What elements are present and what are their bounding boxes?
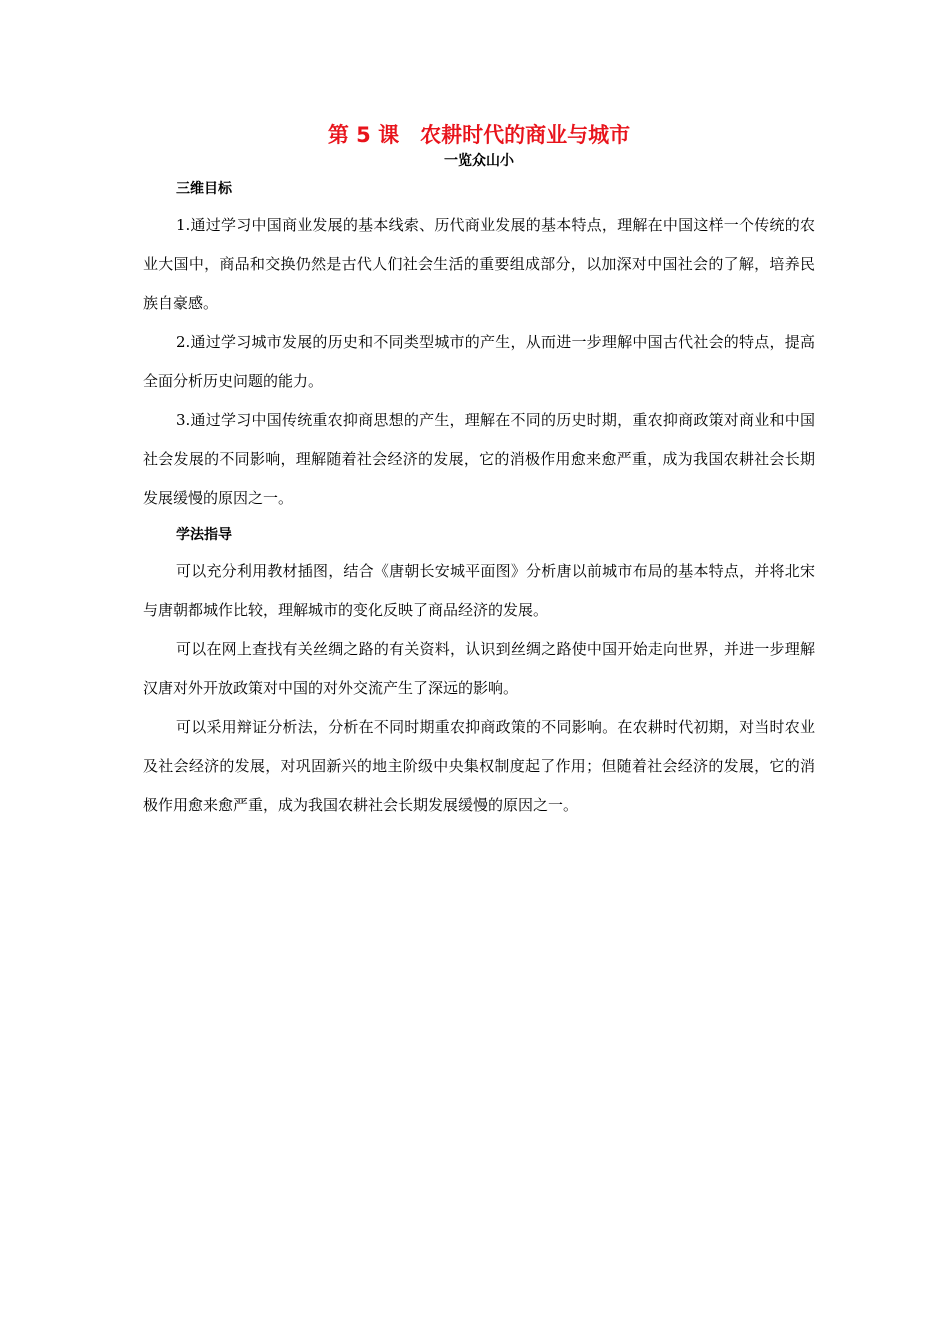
- section-heading: 三维目标: [176, 181, 232, 197]
- paragraph: 3.通过学习中国传统重农抑商思想的产生，理解在不同的历史时期，重农抑商政策对商业和中国社会发展的不同影响，理解随着社会经济的发展，它的消极作用愈来愈严重，成为我国农耕社会长期发展缓慢的原因之一。: [143, 411, 815, 507]
- section-heading: 学法指导: [176, 527, 232, 543]
- lesson-subtitle: 一览众山小: [444, 153, 514, 169]
- paragraph: 可以在网上查找有关丝绸之路的有关资料，认识到丝绸之路使中国开始走向世界，并进一步理解汉唐对外开放政策对中国的对外交流产生了深远的影响。: [143, 640, 815, 697]
- paragraph: 1.通过学习中国商业发展的基本线索、历代商业发展的基本特点，理解在中国这样一个传统的农业大国中，商品和交换仍然是古代人们社会生活的重要组成部分，以加深对中国社会的了解，培养民族自豪感。: [143, 216, 815, 312]
- paragraph: 2.通过学习城市发展的历史和不同类型城市的产生，从而进一步理解中国古代社会的特点，提高全面分析历史问题的能力。: [143, 333, 815, 390]
- section-objectives: [143, 178, 815, 518]
- document-content: [143, 120, 815, 825]
- lesson-title: 第 5 课 农耕时代的商业与城市: [327, 123, 631, 147]
- paragraph: 可以采用辩证分析法，分析在不同时期重农抑商政策的不同影响。在农耕时代初期，对当时农业及社会经济的发展，对巩固新兴的地主阶级中央集权制度起了作用；但随着社会经济的发展，它的消极作用愈来愈严重，成为我国农耕社会长期发展缓慢的原因之一。: [143, 718, 815, 814]
- section-study-guide: [143, 524, 815, 825]
- paragraph: 可以充分利用教材插图，结合《唐朝长安城平面图》分析唐以前城市布局的基本特点，并将北宋与唐朝都城作比较，理解城市的变化反映了商品经济的发展。: [143, 562, 815, 619]
